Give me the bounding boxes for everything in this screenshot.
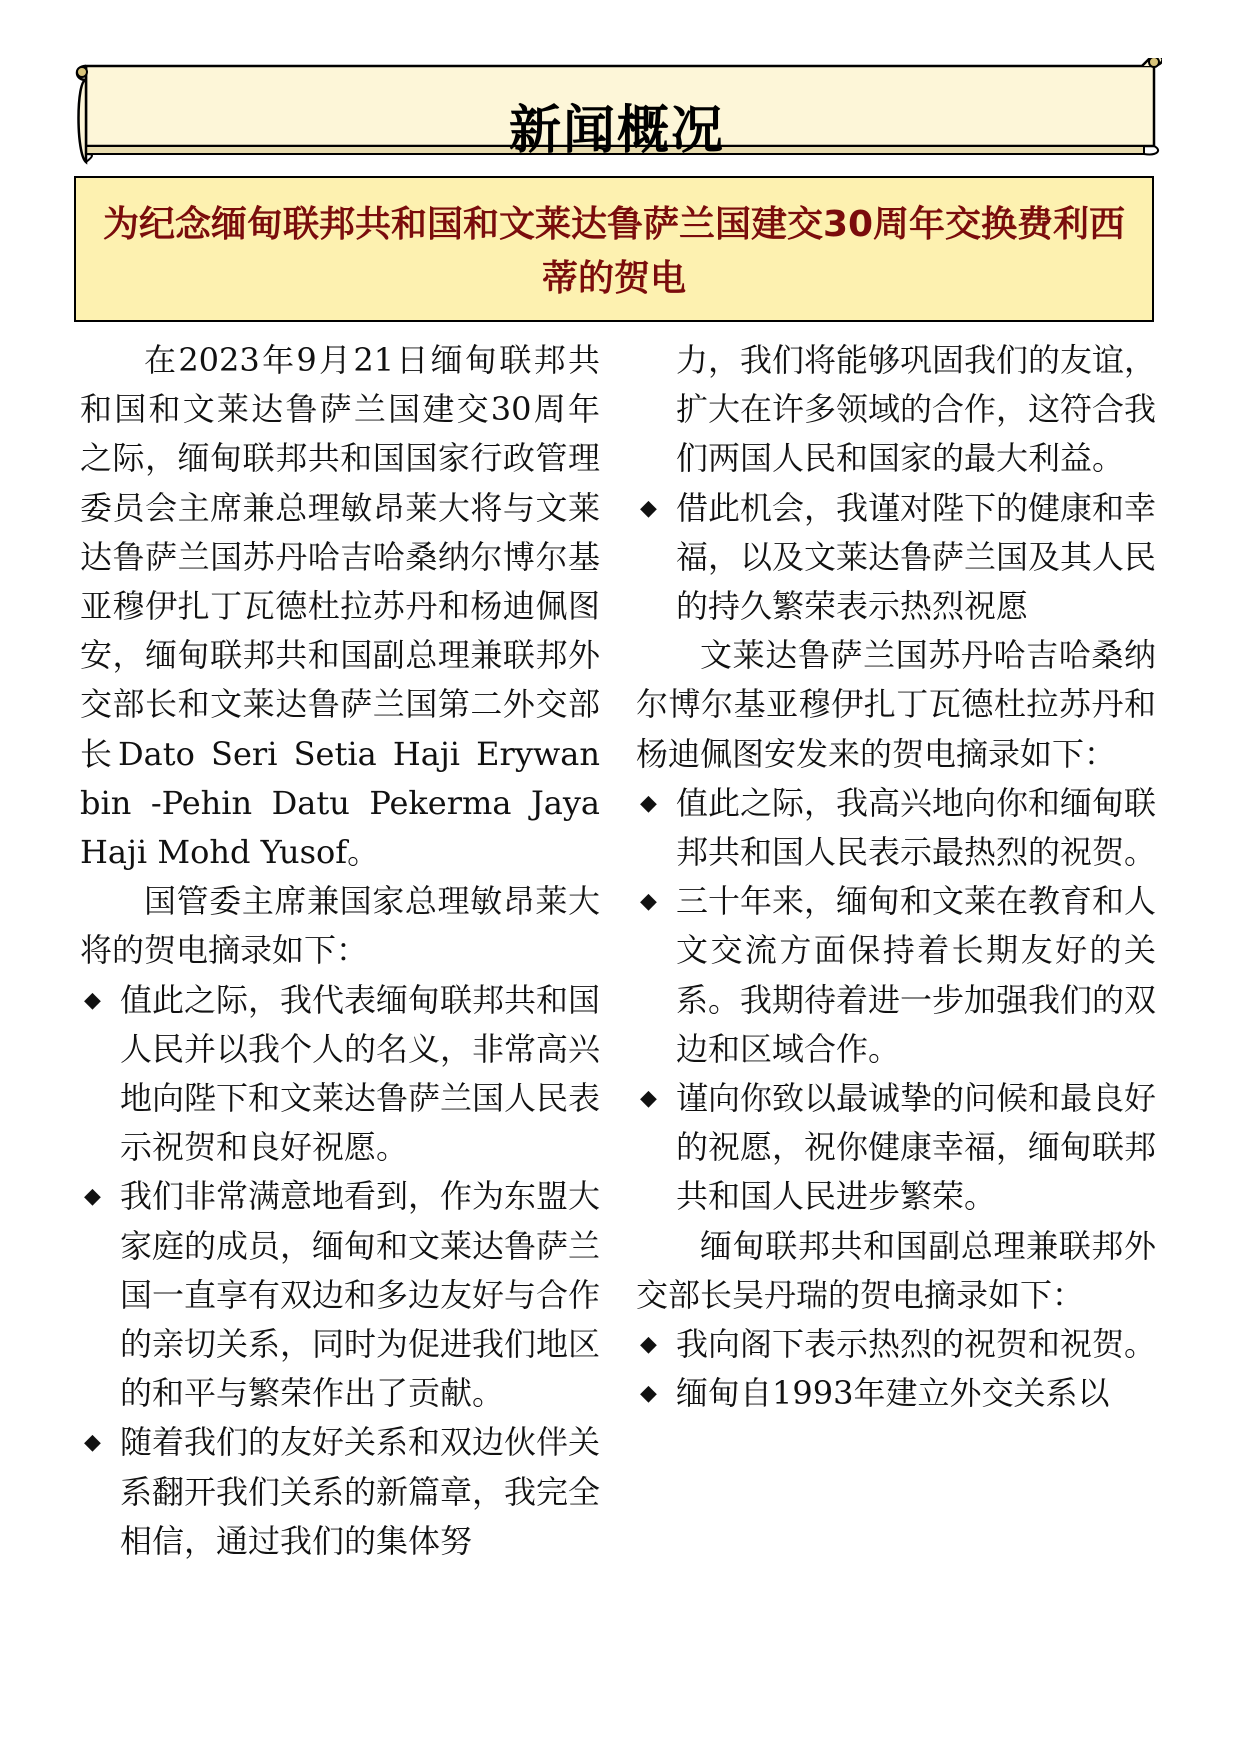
list-item — [636, 1369, 1156, 1418]
left-column — [80, 336, 600, 1566]
list-item-text: 我们非常满意地看到，作为东盟大家庭的成员，缅甸和文莱达鲁萨兰国一直享有双边和多边友好与合作的亲切关系，同时为促进我们地区的和平与繁荣作出了贡献。 — [120, 1177, 601, 1413]
intro-paragraph: 在2023年9月21日缅甸联邦共和国和文莱达鲁萨兰国建交30周年之际，缅甸联邦共和国国家行政管理委员会主席兼总理敏昂莱大将与文莱达鲁萨兰国苏丹哈吉哈桑纳尔博尔基亚穆伊扎丁瓦德杜拉苏丹和杨迪佩图安，缅甸联邦共和国副总理兼联邦外交部长和文莱达鲁萨兰国第二外交部长Dato Seri Setia Haji Erywan bin -Pehin Datu Pekerma Jaya Haji Mohd Yusof。 — [80, 341, 600, 872]
diamond-bullet-icon: ◆ — [640, 889, 657, 915]
diamond-bullet-icon: ◆ — [640, 495, 657, 521]
list-item — [80, 976, 600, 1173]
diamond-bullet-icon: ◆ — [84, 1430, 101, 1456]
page-title: 新闻概况 — [508, 101, 725, 161]
list-item — [80, 1172, 600, 1418]
list-item-text: 我向阁下表示热烈的祝贺和祝贺。 — [676, 1325, 1157, 1364]
list-item — [636, 877, 1156, 1074]
list-item-text: 借此机会，我谨对陛下的健康和幸福，以及文莱达鲁萨兰国及其人民的持久繁荣表示热烈祝愿 — [676, 488, 1157, 626]
list-item — [80, 1418, 600, 1566]
headline-line-2: 蒂的贺电 — [541, 258, 686, 299]
pm-message-intro: 国管委主席兼国家总理敏昂莱大将的贺电摘录如下： — [80, 882, 600, 970]
list-item-text: 三十年来，缅甸和文莱在教育和人文交流方面保持着长期友好的关系。我期待着进一步加强我们的双边和区域合作。 — [676, 882, 1157, 1068]
list-item — [636, 1320, 1156, 1369]
fm-message-intro: 缅甸联邦共和国副总理兼联邦外交部长吴丹瑞的贺电摘录如下： — [636, 1226, 1156, 1314]
right-column — [636, 336, 1156, 1418]
title-scroll-banner — [72, 58, 1162, 168]
list-item — [636, 1074, 1156, 1222]
list-item-text: 缅甸自1993年建立外交关系以 — [676, 1374, 1110, 1413]
diamond-bullet-icon: ◆ — [640, 1086, 657, 1112]
list-item — [636, 484, 1156, 632]
diamond-bullet-icon: ◆ — [640, 790, 657, 816]
diamond-bullet-icon: ◆ — [84, 1184, 101, 1210]
diamond-bullet-icon: ◆ — [640, 1381, 657, 1407]
headline-box — [74, 176, 1154, 322]
continuation-paragraph: 力，我们将能够巩固我们的友谊，扩大在许多领域的合作，这符合我们两国人民和国家的最大利益。 — [676, 341, 1157, 478]
headline-line-1: 为纪念缅甸联邦共和国和文莱达鲁萨兰国建交30周年交换费利西 — [102, 204, 1126, 245]
diamond-bullet-icon: ◆ — [84, 987, 101, 1013]
list-item-text: 谨向你致以最诚挚的问候和最良好的祝愿，祝你健康幸福，缅甸联邦共和国人民进步繁荣。 — [676, 1079, 1157, 1216]
diamond-bullet-icon: ◆ — [640, 1332, 657, 1358]
list-item-text: 值此之际，我高兴地向你和缅甸联邦共和国人民表示最热烈的祝贺。 — [676, 783, 1157, 872]
sultan-message-intro: 文莱达鲁萨兰国苏丹哈吉哈桑纳尔博尔基亚穆伊扎丁瓦德杜拉苏丹和杨迪佩图安发来的贺电摘录如下： — [636, 636, 1156, 773]
list-item-text: 随着我们的友好关系和双边伙伴关系翻开我们关系的新篇章，我完全相信，通过我们的集体努 — [120, 1423, 601, 1560]
list-item — [636, 779, 1156, 877]
list-item-text: 值此之际，我代表缅甸联邦共和国人民并以我个人的名义，非常高兴地向陛下和文莱达鲁萨兰国人民表示祝贺和良好祝愿。 — [120, 980, 601, 1167]
